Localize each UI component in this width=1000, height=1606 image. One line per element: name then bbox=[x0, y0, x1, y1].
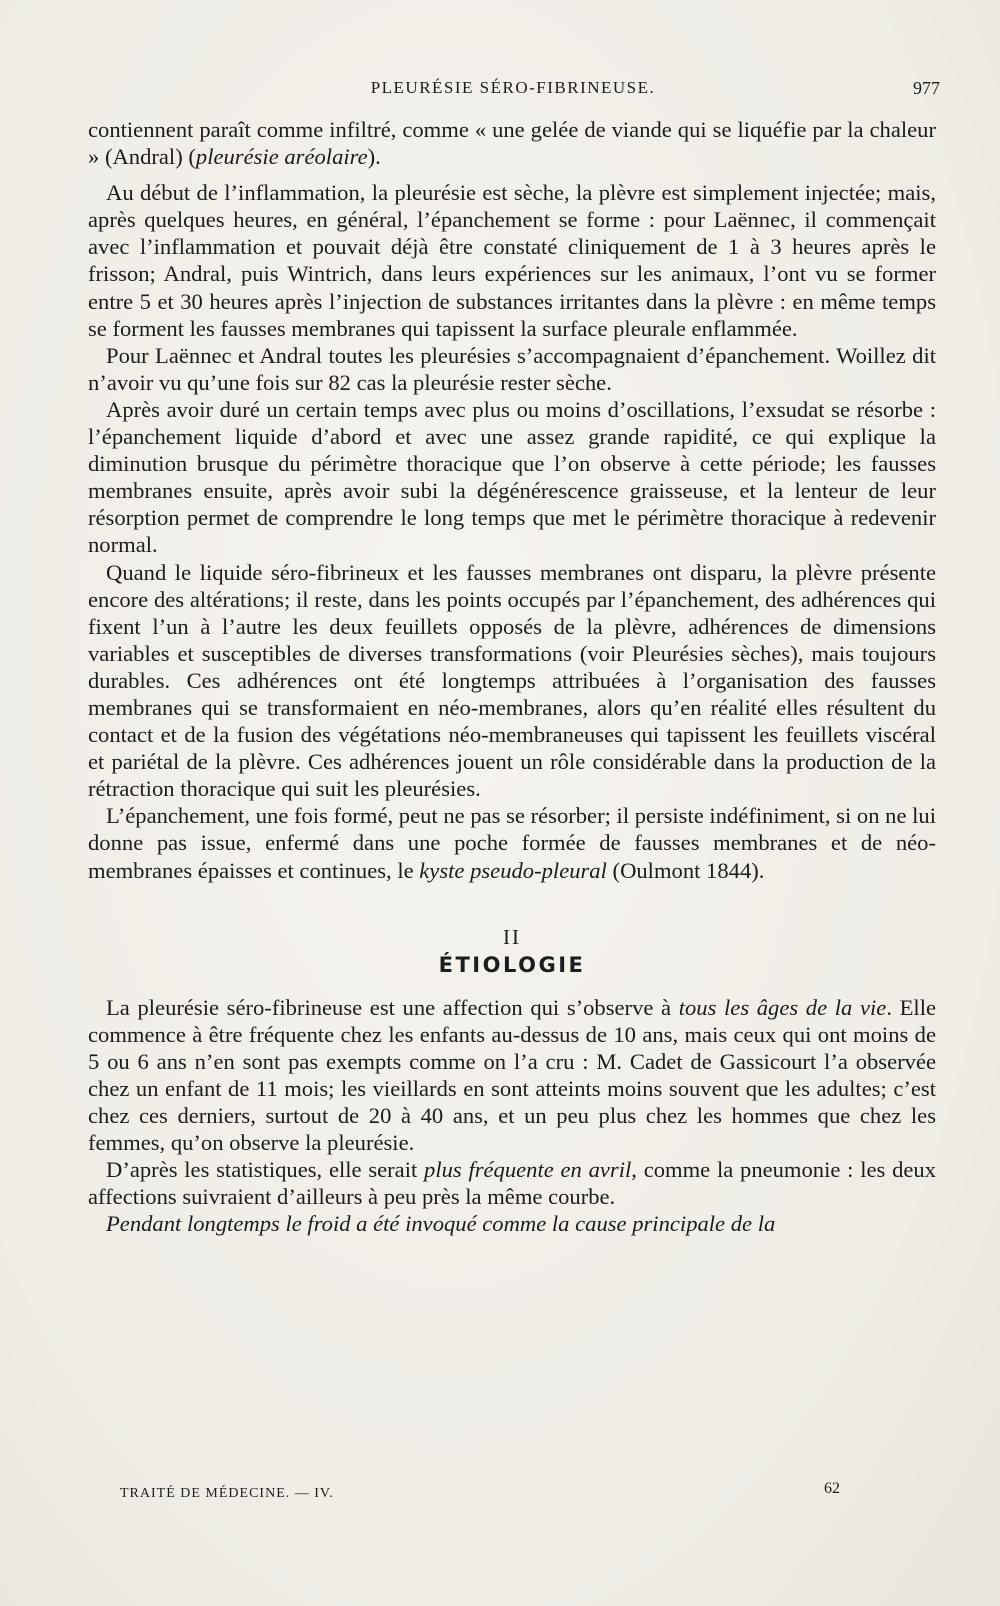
text-run: contiennent paraît comme infiltré, comme « une gelée de viande qui se liquéfie par la chaleur » (Andral) ( bbox=[88, 117, 936, 170]
paragraph bbox=[88, 994, 936, 1157]
italic-term: Pendant longtemps le froid a été invoqué comme la cause principale de la bbox=[106, 1211, 776, 1237]
text-run: (Oulmont 1844). bbox=[606, 857, 765, 883]
page-footer bbox=[120, 1480, 840, 1508]
paragraph: Pour Laënnec et Andral toutes les pleurésies s’accompagnaient d’épanchement. Woillez dit n’avoir vu qu’une fois sur 82 cas la pleurésie rester sèche. bbox=[88, 342, 936, 395]
italic-term: tous les âges de la vie bbox=[678, 994, 887, 1020]
running-title: PLEURÉSIE SÉRO-FIBRINEUSE. bbox=[370, 78, 656, 97]
text-run: , comme la pneumonie : les deux affections suivraient d’ailleurs à peu près la même courbe. bbox=[88, 1157, 936, 1210]
italic-term: plus fréquente en avril bbox=[424, 1157, 632, 1183]
text-run: ). bbox=[367, 144, 381, 170]
section-number: II bbox=[503, 924, 521, 949]
paragraph-continuation bbox=[88, 116, 936, 170]
paragraph-italic bbox=[88, 1210, 936, 1237]
paragraph: Au début de l’inflammation, la pleurésie est sèche, la plèvre est simplement injectée; mais, après quelques heures, en général, l’épanchement se forme : pour Laënnec, il commençait avec l’inflammation et pouvait déjà être constaté cliniquement de 1 à 3 heures après le frisson; Andral, puis Wintrich, dans leurs expériences sur les animaux, l’ont vu se former entre 5 et 30 heures après l’injection de substances irritantes dans la plèvre : en même temps se forment les fausses membranes qui tapissent la surface pleurale enflammée. bbox=[88, 180, 936, 341]
text-run: D’après les statistiques, elle serait bbox=[106, 1157, 425, 1183]
section-heading bbox=[88, 924, 936, 980]
text-run: La pleurésie séro-fibrineuse est une affection qui s’observe à bbox=[106, 994, 679, 1020]
footer-book-title: TRAITÉ DE MÉDECINE. — IV. bbox=[120, 1486, 334, 1501]
paragraph: Après avoir duré un certain temps avec plus ou moins d’oscillations, l’exsudat se résorbe : l’épanchement liquide d’abord et avec une assez grande rapidité, ce qui explique la diminution brusque du périmètre thoracique que l’on observe à cette période; les fausses membranes ensuite, après avoir subi la dégénérescence graisseuse, et la lenteur de leur résorption permet de comprendre le long temps que met le périmètre thoracique à redevenir normal. bbox=[88, 396, 936, 558]
paragraph: Quand le liquide séro-fibrineux et les fausses membranes ont disparu, la plèvre présente encore des altérations; il reste, dans les points occupés par l’épanchement, des adhérences qui fixent l’un à l’autre les deux feuillets opposés de la plèvre, adhérences de dimensions variables et susceptibles de diverses transformations (voir Pleurésies sèches), mais toujours durables. Ces adhérences ont été longtemps attribuées à l’organisation des fausses membranes qui se transformaient en néo-membranes, alors qu’en réalité elles résultent du contact et de la fusion des végétations néo-membraneuses qui tapissent les feuillets viscéral et pariétal de la plèvre. Ces adhérences jouent un rôle considérable dans la production de la rétraction thoracique qui suit les pleurésies. bbox=[88, 559, 936, 802]
running-head bbox=[86, 78, 940, 104]
paragraph bbox=[88, 802, 936, 883]
text-run: L’épanchement, une fois formé, peut ne pas se résorber; il persiste indéfiniment, si on ne lui donne pas issue, enfermé dans une poche formée de fausses membranes et de néo-membranes épaisses et continues, le bbox=[88, 803, 936, 883]
italic-term: kyste pseudo-pleural bbox=[419, 857, 607, 883]
signature-mark: 62 bbox=[824, 1480, 840, 1497]
page-number: 977 bbox=[913, 78, 940, 98]
body-text bbox=[88, 116, 936, 1237]
italic-term: pleurésie aréolaire bbox=[195, 144, 368, 170]
section-title: ÉTIOLOGIE bbox=[438, 952, 586, 977]
text-run: . Elle commence à être fréquente chez les enfants au-dessus de 10 ans, mais ceux qui ont moins de 5 ou 6 ans n’en sont pas exempts comme on l’a cru : M. Cadet de Gassicourt l’a observée chez un enfant de 11 mois; les vieillards en sont atteints moins souvent que les adultes; c’est chez ces derniers, surtout de 20 à 40 ans, et un peu plus chez les hommes que chez les femmes, qu’on observe la pleurésie. bbox=[88, 994, 936, 1156]
paragraph bbox=[88, 1156, 936, 1210]
